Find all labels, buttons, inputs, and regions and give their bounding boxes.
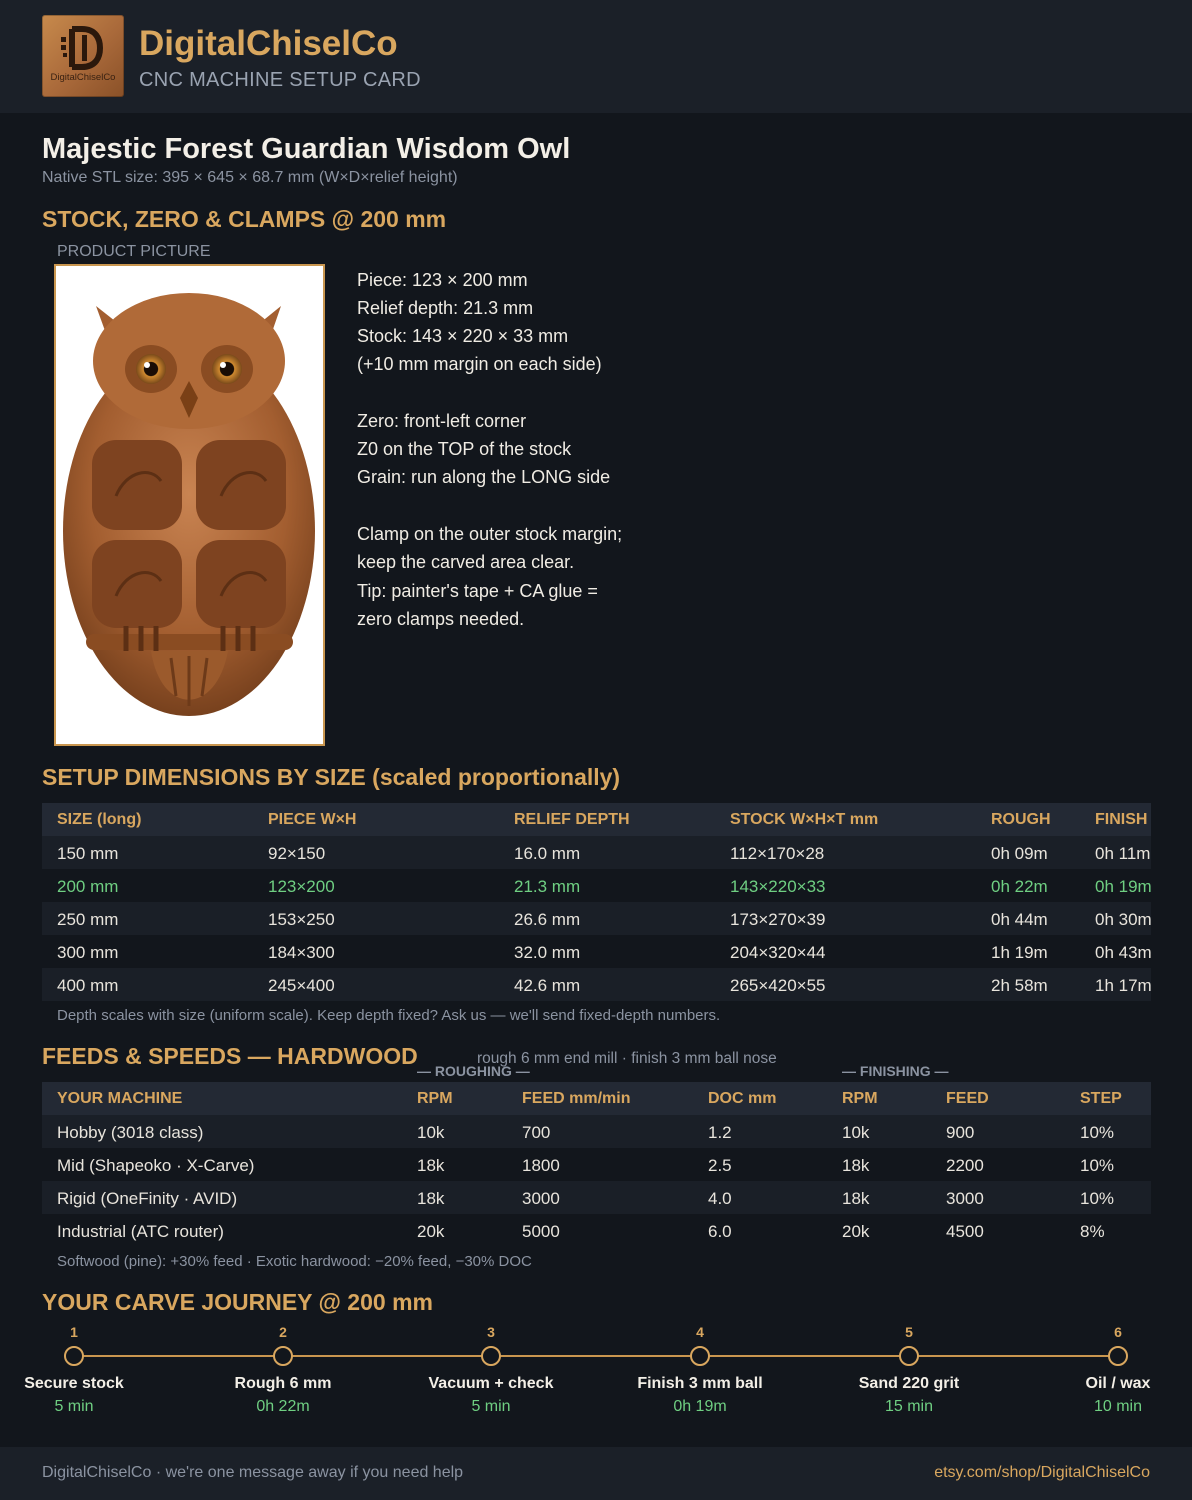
table-row: [42, 1115, 1151, 1148]
table-cell: 5000: [522, 1222, 560, 1241]
table-cell: 204×320×44: [730, 943, 826, 962]
native-size: Native STL size: 395 × 645 × 68.7 mm (W×D×relief height): [42, 169, 458, 186]
finishing-group-label: — FINISHING —: [842, 1063, 949, 1079]
relief-depth: Relief depth: 21.3 mm: [357, 298, 534, 318]
step-number: 5: [905, 1324, 913, 1340]
step-name: Vacuum + check: [428, 1375, 554, 1392]
dimensions-note: Depth scales with size (uniform scale). Keep depth fixed? Ask us — we'll send fixed-depth numbers.: [57, 1007, 721, 1024]
carved-owl-image: [56, 266, 323, 744]
logo-wordmark: DigitalChiselCo: [50, 72, 116, 83]
step-time: 5 min: [54, 1398, 94, 1415]
step-dot-icon: [899, 1346, 919, 1366]
table-cell: 200 mm: [57, 877, 119, 896]
table-cell: 6.0: [708, 1222, 732, 1241]
table-cell: Hobby (3018 class): [57, 1123, 204, 1142]
table-cell: 173×270×39: [730, 910, 826, 929]
step-name: Sand 220 grit: [858, 1375, 960, 1392]
table-cell: 0h 22m: [991, 877, 1048, 896]
table-cell: 32.0 mm: [514, 943, 581, 962]
column-header: FEED: [946, 1090, 989, 1107]
chisel-d-logo-icon: [58, 23, 108, 73]
table-cell: Industrial (ATC router): [57, 1222, 224, 1241]
table-cell: 900: [946, 1123, 975, 1142]
step-time: 5 min: [471, 1398, 511, 1415]
table-cell: 0h 44m: [991, 910, 1048, 929]
table-row: [42, 968, 1151, 1001]
table-cell: 18k: [842, 1156, 870, 1175]
table-cell: 18k: [842, 1189, 870, 1208]
tip-note-2: zero clamps needed.: [357, 609, 525, 629]
table-cell: 1h 17m: [1095, 976, 1152, 995]
column-header: STOCK W×H×T mm: [730, 811, 879, 828]
table-cell: 8%: [1080, 1222, 1105, 1241]
z0-note: Z0 on the TOP of the stock: [357, 439, 572, 459]
table-cell: 2h 58m: [991, 976, 1048, 995]
header-bar: [0, 0, 1192, 113]
clamp-note-1: Clamp on the outer stock margin;: [357, 524, 623, 544]
column-header: FEED mm/min: [522, 1090, 631, 1107]
table-cell: 20k: [417, 1222, 445, 1241]
column-header: FINISH: [1095, 811, 1148, 828]
table-row: [42, 1148, 1151, 1181]
table-cell: 0h 19m: [1095, 877, 1152, 896]
table-cell: 184×300: [268, 943, 335, 962]
step-dot-icon: [690, 1346, 710, 1366]
footer-bar: [0, 1447, 1192, 1500]
column-header: RPM: [842, 1090, 878, 1107]
step-name: Oil / wax: [1085, 1375, 1151, 1392]
table-cell: 10%: [1080, 1123, 1115, 1142]
table-row-highlighted: [42, 869, 1151, 902]
table-cell: 3000: [522, 1189, 560, 1208]
journey-step: [193, 1324, 373, 1416]
dimensions-section-title: SETUP DIMENSIONS BY SIZE (scaled proportionally): [42, 764, 621, 790]
table-cell: 1h 19m: [991, 943, 1048, 962]
step-number: 3: [487, 1324, 495, 1340]
footer-help-text: DigitalChiselCo · we're one message away if you need help: [42, 1464, 464, 1481]
column-header: ROUGH: [991, 811, 1051, 828]
table-cell: 3000: [946, 1189, 984, 1208]
product-title: Majestic Forest Guardian Wisdom Owl: [42, 133, 571, 165]
step-number: 6: [1114, 1324, 1122, 1340]
table-cell: 18k: [417, 1189, 445, 1208]
dimensions-table: [42, 803, 1151, 1001]
step-dot-icon: [273, 1346, 293, 1366]
table-cell: 300 mm: [57, 943, 119, 962]
table-cell: 265×420×55: [730, 976, 826, 995]
clamp-note-2: keep the carved area clear.: [357, 552, 575, 572]
journey-step: [0, 1324, 164, 1416]
column-header: SIZE (long): [57, 811, 142, 828]
product-picture: [54, 264, 325, 746]
feeds-tool-note: rough 6 mm end mill · finish 3 mm ball nose: [477, 1050, 777, 1067]
table-cell: 4.0: [708, 1189, 732, 1208]
table-cell: 0h 43m: [1095, 943, 1152, 962]
step-dot-icon: [1108, 1346, 1128, 1366]
step-time: 0h 22m: [256, 1398, 310, 1415]
table-cell: 16.0 mm: [514, 844, 581, 863]
step-time: 15 min: [884, 1398, 934, 1415]
journey-section-title: YOUR CARVE JOURNEY @ 200 mm: [42, 1289, 433, 1315]
column-header: PIECE W×H: [268, 811, 357, 828]
feeds-section-title: FEEDS & SPEEDS — HARDWOOD: [42, 1043, 418, 1069]
roughing-group-label: — ROUGHING —: [417, 1063, 530, 1079]
table-cell: 1.2: [708, 1123, 732, 1142]
table-cell: 2.5: [708, 1156, 732, 1175]
table-row: [42, 1214, 1151, 1247]
table-cell: 143×220×33: [730, 877, 826, 896]
table-row: [42, 836, 1151, 869]
step-number: 4: [696, 1324, 704, 1340]
table-cell: 42.6 mm: [514, 976, 581, 995]
feeds-note: Softwood (pine): +30% feed · Exotic hardwood: −20% feed, −30% DOC: [57, 1253, 532, 1270]
margin-note: (+10 mm margin on each side): [357, 354, 602, 374]
grain-note: Grain: run along the LONG side: [357, 467, 611, 487]
brand-logo: [42, 15, 124, 97]
table-cell: 10k: [842, 1123, 870, 1142]
step-dot-icon: [481, 1346, 501, 1366]
table-cell: 1800: [522, 1156, 560, 1175]
table-cell: Mid (Shapeoko · X-Carve): [57, 1156, 255, 1175]
column-header: STEP: [1080, 1090, 1122, 1107]
table-cell: 0h 30m: [1095, 910, 1152, 929]
table-cell: 250 mm: [57, 910, 119, 929]
table-cell: 18k: [417, 1156, 445, 1175]
card-type-label: CNC MACHINE SETUP CARD: [139, 69, 421, 91]
shop-link[interactable]: etsy.com/shop/DigitalChiselCo: [934, 1464, 1150, 1481]
table-cell: 245×400: [268, 976, 335, 995]
brand-name: DigitalChiselCo: [139, 24, 398, 63]
step-time: 0h 19m: [673, 1398, 727, 1415]
column-header: YOUR MACHINE: [57, 1090, 183, 1107]
table-cell: 92×150: [268, 844, 326, 863]
table-row: [42, 935, 1151, 968]
journey-step: [610, 1324, 790, 1416]
tip-note-1: Tip: painter's tape + CA glue =: [357, 581, 598, 601]
piece-size: Piece: 123 × 200 mm: [357, 270, 528, 290]
table-cell: 0h 11m: [1095, 844, 1151, 863]
step-time: 10 min: [1093, 1398, 1143, 1415]
table-row: [42, 902, 1151, 935]
table-row: [42, 1181, 1151, 1214]
table-cell: 400 mm: [57, 976, 119, 995]
table-cell: 4500: [946, 1222, 984, 1241]
zero-position: Zero: front-left corner: [357, 411, 527, 431]
column-header: RPM: [417, 1090, 453, 1107]
table-cell: 10%: [1080, 1156, 1115, 1175]
table-cell: 150 mm: [57, 844, 119, 863]
table-cell: 21.3 mm: [514, 877, 581, 896]
table-cell: 2200: [946, 1156, 984, 1175]
journey-step: [1028, 1324, 1192, 1416]
step-number: 2: [279, 1324, 287, 1340]
table-cell: Rigid (OneFinity · AVID): [57, 1189, 238, 1208]
product-picture-label: PRODUCT PICTURE: [57, 243, 211, 260]
stock-size: Stock: 143 × 220 × 33 mm: [357, 326, 569, 346]
table-cell: 0h 09m: [991, 844, 1048, 863]
journey-step: [401, 1324, 581, 1416]
table-cell: 153×250: [268, 910, 335, 929]
table-cell: 20k: [842, 1222, 870, 1241]
journey-step: [819, 1324, 999, 1416]
table-cell: 10%: [1080, 1189, 1115, 1208]
table-cell: 123×200: [268, 877, 335, 896]
step-name: Finish 3 mm ball: [637, 1375, 763, 1392]
table-cell: 700: [522, 1123, 551, 1142]
table-header-row: [42, 803, 1151, 836]
column-header: RELIEF DEPTH: [514, 811, 630, 828]
table-cell: 26.6 mm: [514, 910, 581, 929]
table-header-row: [42, 1082, 1151, 1115]
step-name: Secure stock: [24, 1375, 124, 1392]
table-cell: 112×170×28: [730, 844, 825, 863]
step-dot-icon: [64, 1346, 84, 1366]
table-cell: 10k: [417, 1123, 445, 1142]
step-number: 1: [70, 1324, 78, 1340]
column-header: DOC mm: [708, 1090, 777, 1107]
step-name: Rough 6 mm: [234, 1375, 332, 1392]
stock-section-title: STOCK, ZERO & CLAMPS @ 200 mm: [42, 206, 447, 232]
feeds-table: [42, 1082, 1151, 1247]
